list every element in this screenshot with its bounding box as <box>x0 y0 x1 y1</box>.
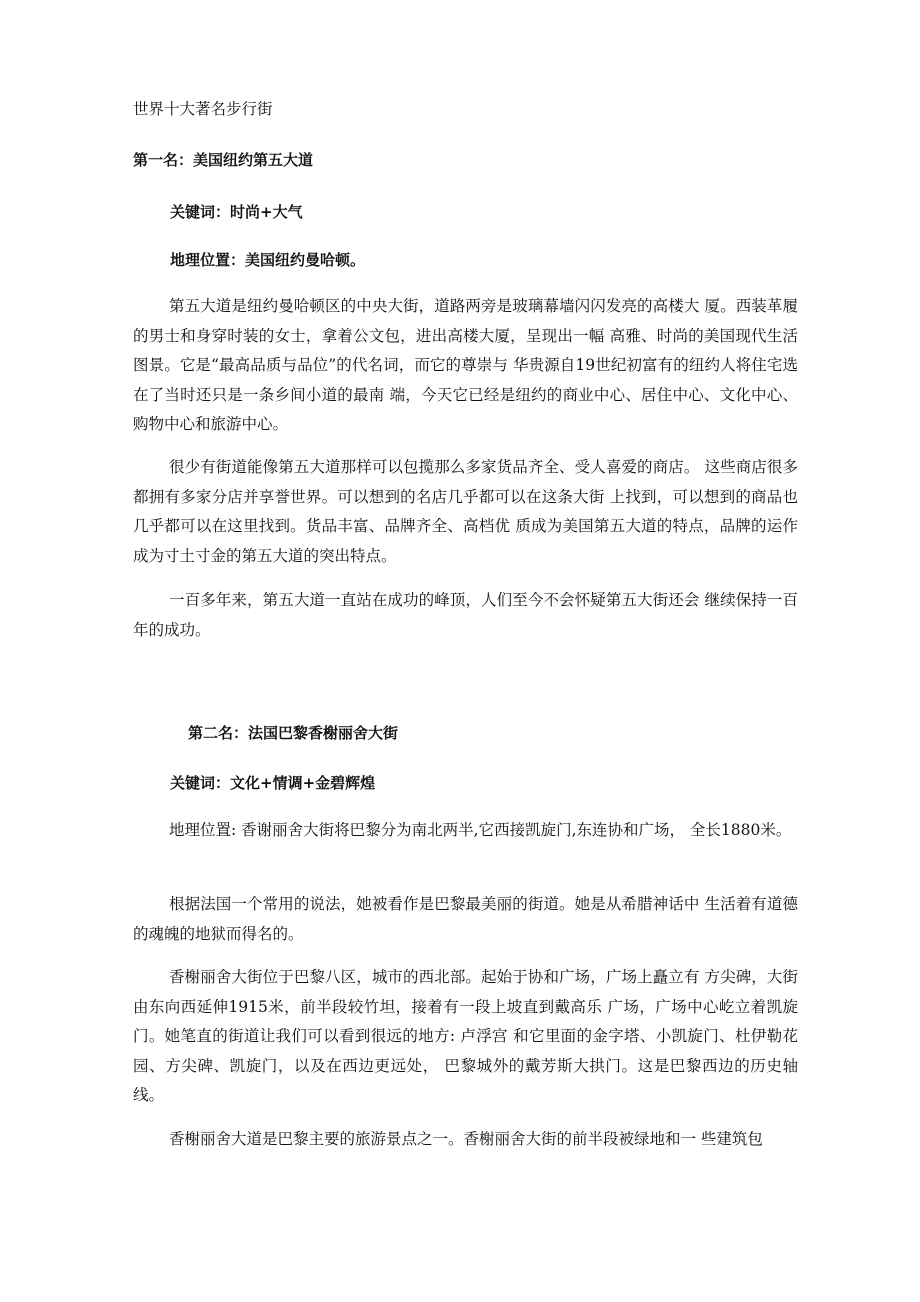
document-title: 世界十大著名步行街 <box>133 100 273 118</box>
section-1-location: 地理位置：美国纽约曼哈顿。 <box>170 251 366 269</box>
section-1-heading: 第一名：美国纽约第五大道 <box>133 151 314 169</box>
section-2-heading: 第二名：法国巴黎香榭丽舍大街 <box>188 724 399 742</box>
section-2-paragraph-1: 根据法国一个常用的说法，她被看作是巴黎最美丽的街道。她是从希腊神话中 生活着有道德的魂魄的地狱而得名的。 <box>133 895 798 943</box>
section-2-paragraph-3: 香榭丽舍大道是巴黎主要的旅游景点之一。香榭丽舍大街的前半段被绿地和一 些建筑包 <box>169 1130 763 1148</box>
section-1-paragraph-2: 很少有街道能像第五大道那样可以包揽那么多家货品齐全、受人喜爱的商店。 这些商店很多都拥有多家分店并享誉世界。可以想到的名店几乎都可以在这条大街 上找到，可以想到的商品也几乎都可以在这里找到。货品丰富、品牌齐全、高档优 质成为美国第五大道的特点，品牌的运作成为寸土寸金的第五大道的突出特点。 <box>133 458 798 565</box>
section-1-paragraph-3: 一百多年来，第五大道一直站在成功的峰顶，人们至今不会怀疑第五大街还会 继续保持一百年的成功。 <box>133 591 798 639</box>
section-2-paragraph-2: 香榭丽舍大街位于巴黎八区，城市的西北部。起始于协和广场，广场上矗立有 方尖碑，大街由东向西延伸1915米，前半段较竹坦，接着有一段上坡直到戴高乐 广场，广场中心屹立着凯旋门。她笔直的街道让我们可以看到很远的地方: 卢浮宫 和它里面的金字塔、小凯旋门、杜伊勒花园、方尖碑、凯旋门，以及在西边更远处， 巴黎城外的戴芳斯大拱门。这是巴黎西边的历史轴线。 <box>133 968 798 1104</box>
section-1-keywords: 关键词：时尚+大气 <box>170 203 303 221</box>
section-2-location: 地理位置: 香谢丽舍大街将巴黎分为南北两半,它西接凯旋门,东连协和广场， 全长1880米。 <box>169 821 792 839</box>
section-2-keywords: 关键词：文化+情调+金碧辉煌 <box>170 774 376 792</box>
section-1-paragraph-1: 第五大道是纽约曼哈顿区的中央大街，道路两旁是玻璃幕墙闪闪发亮的高楼大 厦。西装革履的男士和身穿时装的女士，拿着公文包，进出高楼大厦，呈现出一幅 高雅、时尚的美国现代生活图景。它是“最高品质与品位”的代名词，而它的尊崇与 华贵源自19世纪初富有的纽约人将住宅选在了当时还只是一条乡间小道的最南 端，今天它已经是纽约的商业中心、居住中心、文化中心、购物中心和旅游中心。 <box>133 297 798 433</box>
